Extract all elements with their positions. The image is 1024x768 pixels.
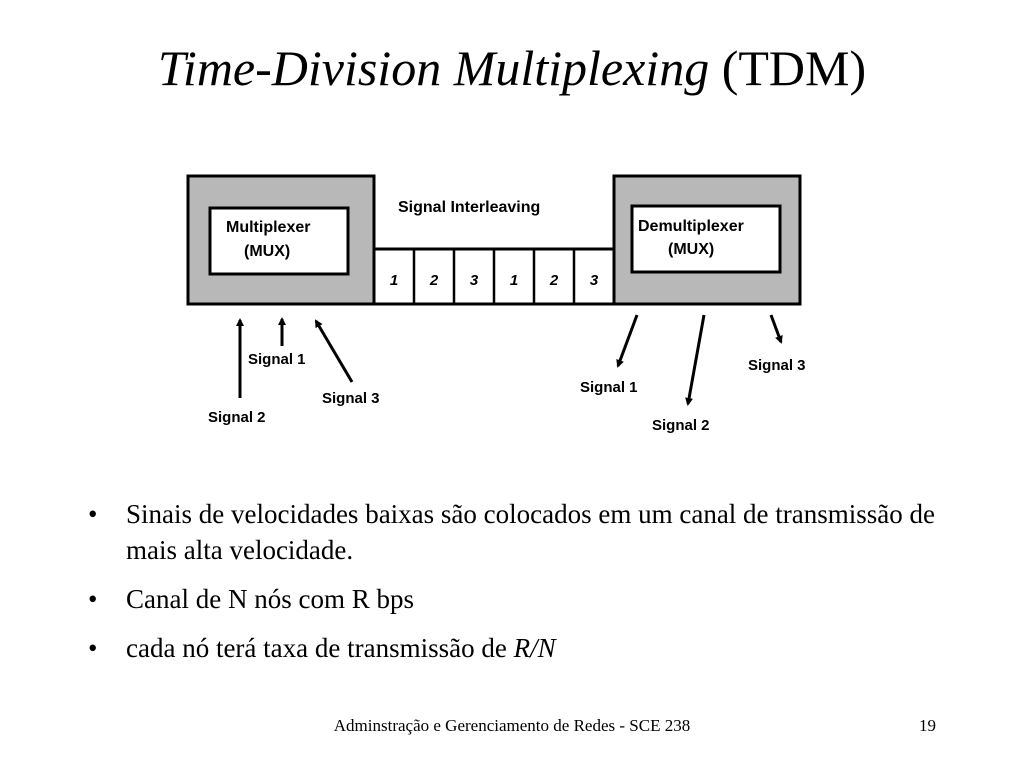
- output-arrow-signal-1: [618, 315, 637, 366]
- input-label-signal-1: Signal 1: [248, 351, 306, 368]
- bullet-item: • Canal de N nós com R bps: [86, 581, 956, 617]
- channel-label: Signal Interleaving: [398, 199, 541, 216]
- title-abbreviation: (TDM): [721, 40, 867, 96]
- multiplexer-label: Multiplexer: [226, 219, 311, 236]
- demultiplexer-inner-box: [632, 206, 780, 272]
- multiplexer-inner-box: [210, 208, 348, 274]
- slot-1: 1: [389, 272, 399, 289]
- slot-4: 1: [509, 272, 519, 289]
- page-number: 19: [919, 716, 936, 735]
- bullet-item: • cada nó terá taxa de transmissão de R/N: [86, 630, 956, 666]
- output-arrow-signal-3: [771, 315, 781, 342]
- slot-3: 3: [469, 272, 479, 289]
- multiplexer-sublabel: (MUX): [244, 243, 291, 260]
- bullet-list: [86, 496, 956, 679]
- input-label-signal-2: Signal 2: [208, 409, 266, 426]
- output-arrow-signal-2: [688, 315, 704, 404]
- output-label-signal-2: Signal 2: [652, 417, 710, 434]
- demultiplexer-label: Demultiplexer: [638, 218, 744, 235]
- rate-expression: R/N: [513, 633, 556, 663]
- slot-2: 2: [429, 272, 439, 289]
- output-label-signal-3: Signal 3: [748, 357, 806, 374]
- input-label-signal-3: Signal 3: [322, 390, 380, 407]
- input-arrow-signal-3: [316, 321, 352, 382]
- footer-text: Adminstração e Gerenciamento de Redes - SCE 238: [333, 716, 691, 735]
- output-label-signal-1: Signal 1: [580, 379, 638, 396]
- bullet-item: • Sinais de velocidades baixas são colocados em um canal de transmissão de mais alta velocidade.: [86, 496, 956, 568]
- slot-6: 3: [589, 272, 599, 289]
- slot-5: 2: [549, 272, 559, 289]
- title-italic: Time-Division Multiplexing: [157, 40, 710, 96]
- demultiplexer-sublabel: (MUX): [668, 241, 715, 258]
